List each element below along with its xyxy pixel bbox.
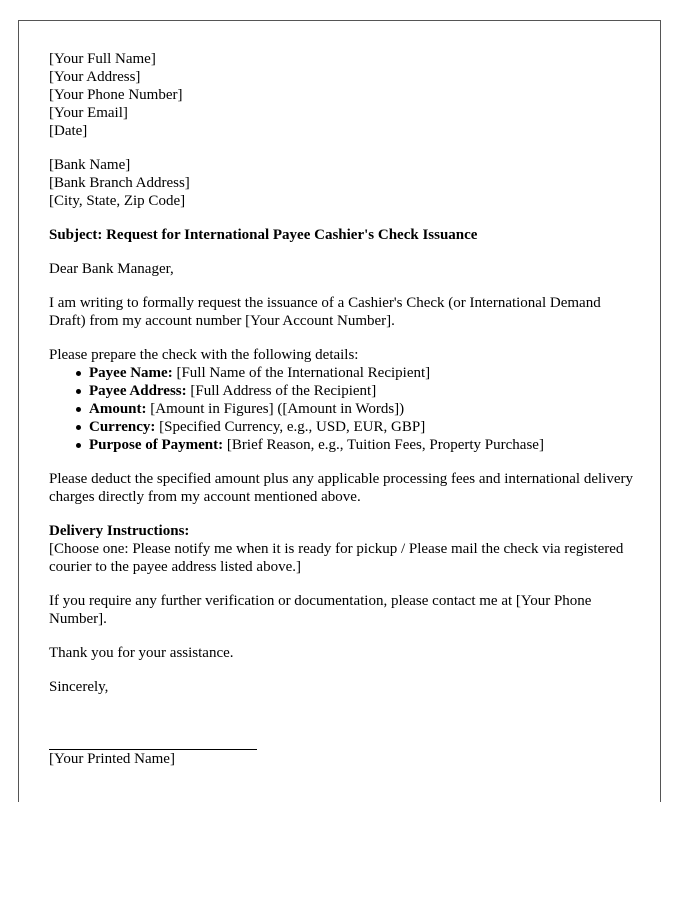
list-item [89,436,639,454]
letter-content [49,50,639,768]
detail-value: [Full Address of the Recipient] [186,383,377,399]
deduct-paragraph: Please deduct the specified amount plus any applicable processing fees and international delivery charges directly from my account mentioned above. [49,471,633,505]
bank-name: [Bank Name] [49,157,131,173]
letter-date: [Date] [49,123,88,139]
salutation: Dear Bank Manager, [49,261,174,277]
closing: Sincerely, [49,679,109,695]
detail-value: [Specified Currency, e.g., USD, EUR, GBP] [155,419,426,435]
list-item [89,364,639,382]
list-item [89,400,639,418]
list-item [89,418,639,436]
detail-label: Payee Address: [89,383,187,399]
detail-value: [Brief Reason, e.g., Tuition Fees, Property Purchase] [223,437,544,453]
sender-email: [Your Email] [49,105,128,121]
printed-name: [Your Printed Name] [49,751,175,767]
letter-page [18,20,661,802]
bank-branch-address: [Bank Branch Address] [49,175,190,191]
detail-label: Currency: [89,419,156,435]
sender-name: [Your Full Name] [49,51,156,67]
sender-block [49,50,639,140]
subject-line: Subject: Request for International Payee Cashier's Check Issuance [49,227,478,243]
recipient-block [49,156,639,210]
detail-label: Purpose of Payment: [89,437,224,453]
details-intro: Please prepare the check with the following details: [49,347,359,363]
detail-value: [Full Name of the International Recipient] [172,365,431,381]
intro-paragraph: I am writing to formally request the issuance of a Cashier's Check (or International Demand Draft) from my account number [Your Account Number]. [49,295,601,329]
detail-label: Amount: [89,401,147,417]
sender-phone: [Your Phone Number] [49,87,183,103]
list-item [89,382,639,400]
delivery-instructions [49,522,639,576]
bank-city-state-zip: [City, State, Zip Code] [49,193,186,209]
detail-label: Payee Name: [89,365,173,381]
details-list [49,364,639,454]
detail-value: [Amount in Figures] ([Amount in Words]) [146,401,405,417]
verification-paragraph: If you require any further verification or documentation, please contact me at [Your Phone Number]. [49,593,592,627]
thanks-line: Thank you for your assistance. [49,645,234,661]
delivery-heading: Delivery Instructions: [49,523,190,539]
sender-address: [Your Address] [49,69,141,85]
delivery-text: [Choose one: Please notify me when it is ready for pickup / Please mail the check via registered courier to the payee address listed above.] [49,541,624,575]
